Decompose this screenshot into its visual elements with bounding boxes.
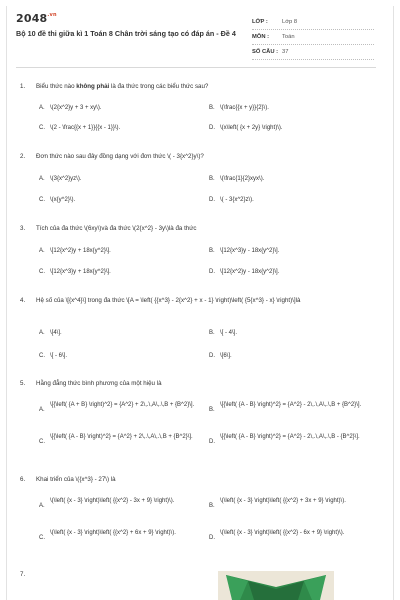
option-text: \(\left( {x - 3} \right)\left( {{x^2} - 3x + 9} \right)\).	[50, 498, 175, 504]
question-number: 4.	[20, 297, 26, 304]
option-label: A.	[39, 105, 45, 111]
option-label: B.	[209, 176, 215, 182]
green-shape-image	[218, 571, 334, 600]
option-label: D.	[209, 353, 215, 359]
option-label: B.	[209, 248, 215, 254]
site-logo[interactable]	[16, 12, 57, 25]
exam-meta	[252, 15, 374, 60]
option-label: C.	[39, 535, 45, 541]
question-number: 5.	[20, 380, 26, 387]
option-label: A.	[39, 503, 45, 509]
header-divider	[16, 67, 376, 68]
meta-key: LỚP :	[252, 19, 268, 25]
option-text: \(x\left( {x + 2y} \right)\).	[220, 125, 283, 131]
option-text: \[ - 4\].	[220, 330, 238, 336]
exam-header	[16, 12, 376, 60]
option-text: \[{\left( {A - B} \right)^2} = {A^2} - 2\,.\,A\,.\,B + {B^2}\].	[220, 402, 362, 408]
logo-suffix: .vn	[47, 12, 57, 18]
question-text: Đơn thức nào sau đây đồng dạng với đơn thức \( - 3{x^2}y\)?	[36, 153, 204, 160]
option-text: \(\frac{1}{2}xyx\).	[220, 176, 265, 182]
option-label: C.	[39, 353, 45, 359]
meta-value: 37	[282, 49, 289, 55]
option-text: \(\left( {x - 3} \right)\left( {{x^2} + 6x + 9} \right)\).	[50, 530, 176, 536]
option-text: \(\left( {x - 3} \right)\left( {{x^2} + 3x + 9} \right)\).	[220, 498, 346, 504]
option-label: B.	[209, 330, 215, 336]
option-text: \(\frac{{x + y}}{2}\).	[220, 105, 269, 111]
meta-key: MÔN :	[252, 34, 270, 40]
option-label: C.	[39, 269, 45, 275]
option-text: \[6\].	[220, 353, 232, 359]
question-7-image	[218, 571, 334, 600]
option-label: C.	[39, 439, 45, 445]
option-label: D.	[209, 197, 215, 203]
question-number: 7.	[20, 571, 26, 578]
question-text: Khai triển của \({x^3} - 27\) là	[36, 476, 116, 483]
option-label: D.	[209, 269, 215, 275]
option-label: B.	[209, 105, 215, 111]
question-number: 6.	[20, 476, 26, 483]
option-text: \[12{x^2}y - 18x{y^2}\].	[220, 269, 280, 275]
meta-row-count	[252, 45, 374, 60]
option-label: A.	[39, 330, 45, 336]
question-number: 2.	[20, 153, 26, 160]
option-label: D.	[209, 535, 215, 541]
question-text-part: là đa thức trong các biểu thức sau?	[109, 83, 209, 90]
question-text: Hằng đẳng thức bình phương của một hiệu là	[36, 380, 162, 387]
option-label: B.	[209, 407, 215, 413]
option-text: \(2{x^2}y + 3 + xy\).	[50, 105, 102, 111]
option-label: C.	[39, 197, 45, 203]
option-text: \(3{x^2}yz\).	[50, 176, 82, 182]
option-label: C.	[39, 125, 45, 131]
question-text: Hệ số của \[{x^4}\] trong đa thức \[A = \left( {{x^3} - 2{x^2} + x - 1} \right)\left( {5{x^3} - x} \right)\]là	[36, 297, 301, 304]
logo-text: 2048	[16, 12, 48, 25]
option-text: \(2 - \frac{{x + 1}}{{x - 1}}\).	[50, 125, 121, 131]
option-label: D.	[209, 125, 215, 131]
option-text: \[{\left( {A - B} \right)^2} = {A^2} - 2\,.\,A\,.\,B - {B^2}\].	[220, 434, 360, 440]
meta-key: SỐ CÂU :	[252, 49, 279, 55]
option-label: D.	[209, 439, 215, 445]
option-label: A.	[39, 176, 45, 182]
question-number: 3.	[20, 225, 26, 232]
meta-value: Lớp 8	[282, 19, 298, 25]
option-text: \[12{x^3}y + 18x{y^2}\].	[50, 269, 111, 275]
exam-title: Bộ 10 đề thi giữa kì 1 Toán 8 Chân trời sáng tạo có đáp án - Đề 4	[16, 29, 236, 38]
question-text	[36, 82, 366, 91]
option-text: \(x{y^2}\).	[50, 197, 76, 203]
question-number: 1.	[20, 83, 26, 90]
meta-row-class	[252, 15, 374, 30]
meta-value: Toán	[282, 34, 295, 40]
option-label: B.	[209, 503, 215, 509]
option-text: \(\left( {x - 3} \right)\left( {{x^2} - 6x + 9} \right)\).	[220, 530, 345, 536]
option-text: \[4\].	[50, 330, 62, 336]
option-label: A.	[39, 407, 45, 413]
meta-row-subject	[252, 30, 374, 45]
question-text-emphasis: không phải	[76, 83, 110, 90]
option-text: \[{\left( {A - B} \right)^2} = {A^2} + 2\,.\,A\,.\,B + {B^2}\].	[50, 434, 193, 440]
option-text: \[ - 6\].	[50, 353, 68, 359]
question-text-part: Biểu thức nào	[36, 83, 77, 90]
option-text: \[{\left( {A + B} \right)^2} = {A^2} + 2\,.\,A\,.\,B + {B^2}\].	[50, 402, 195, 408]
option-label: A.	[39, 248, 45, 254]
question-text: Tích của đa thức \(6xy\)và đa thức \(2{x^2} - 3y\)là đa thức	[36, 225, 197, 232]
option-text: \[12{x^3}y - 18x{y^2}\].	[220, 248, 280, 254]
option-text: \[12{x^2}y + 18x{y^2}\].	[50, 248, 111, 254]
option-text: \( - 3{x^2}z\).	[220, 197, 254, 203]
